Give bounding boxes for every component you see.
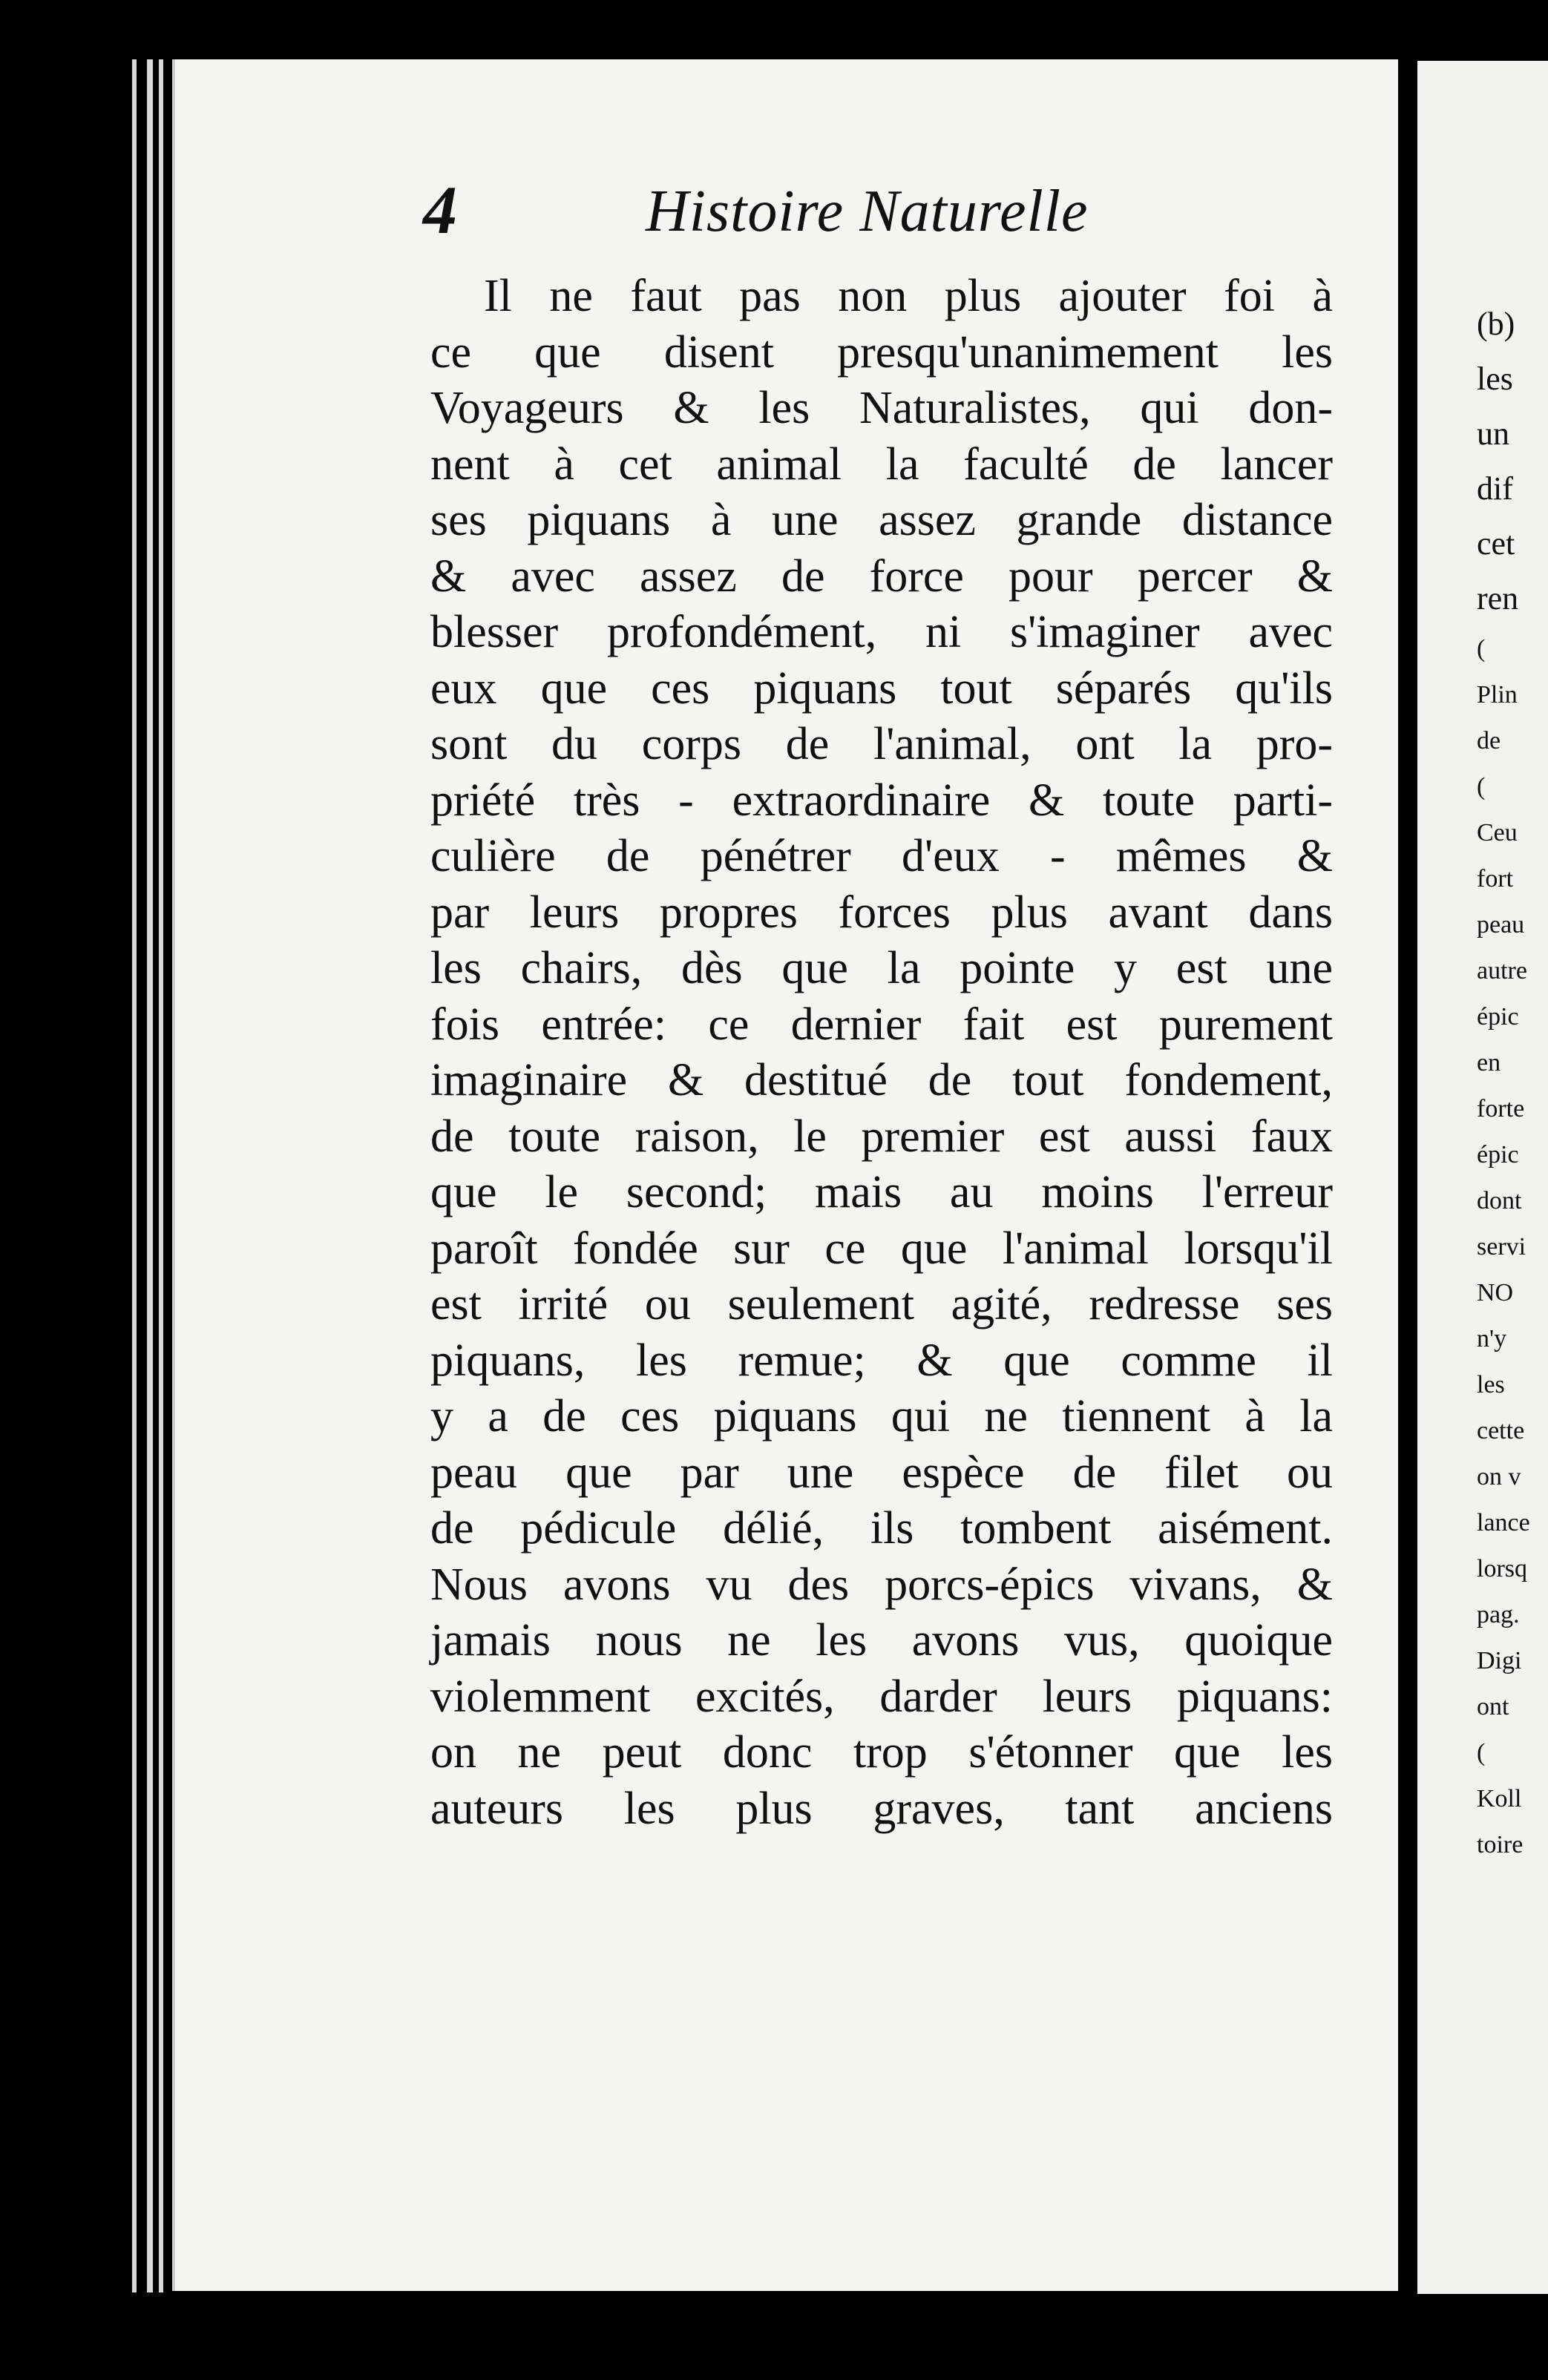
fragment: ren [1477,580,1519,617]
fragment: peau [1477,911,1525,938]
text-line: ses piquans à une assez grande distance [430,495,1333,545]
fragment: épic [1477,1141,1519,1168]
fragment: cet [1477,525,1515,562]
fragment: ( [1477,773,1486,801]
body-text [430,269,1333,1837]
text-line: de pédicule délié, ils tombent aisément. [430,1503,1333,1554]
fragment: dif [1477,470,1513,507]
fragment: Ceu [1477,819,1518,847]
text-line: sont du corps de l'animal, ont la pro- [430,719,1333,769]
fragment: (b) [1477,306,1515,342]
fragment: épic [1477,1003,1519,1030]
fragment: cette [1477,1417,1525,1444]
fragment: les [1477,361,1513,397]
fragment: n'y [1477,1325,1507,1352]
fragment: autre [1477,957,1527,984]
facing-page-fragments [1477,297,1548,1868]
text-line: blesser profondément, ni s'imaginer avec [430,607,1333,657]
fragment: NO [1477,1279,1514,1306]
text-line: & avec assez de force pour percer & [430,550,1333,602]
page-header [260,171,1343,260]
fragment: forte [1477,1095,1525,1122]
text-line: les chairs, dès que la pointe y est une [430,943,1333,993]
fragment: lance [1477,1509,1530,1536]
fragment: en [1477,1049,1501,1076]
text-line: culière de pénétrer d'eux - mêmes & [430,831,1333,881]
text-line: eux que ces piquans tout séparés qu'ils [430,663,1333,714]
spine-edge [159,59,163,2292]
fragment: Koll [1477,1785,1522,1812]
text-line: paroît fondée sur ce que l'animal lorsqu'il [430,1223,1333,1274]
text-line: peau que par une espèce de filet ou [430,1447,1333,1498]
text-line: y a de ces piquans qui ne tiennent à la [430,1391,1333,1442]
text-line: auteurs les plus graves, tant anciens [430,1783,1333,1834]
text-line: Nous avons vu des porcs-épics vivans, & [430,1559,1333,1610]
fragment: pag. [1477,1601,1520,1628]
text-line: nent à cet animal la faculté de lancer [430,438,1333,490]
running-title: Histoire Naturelle [646,179,1089,244]
fragment: dont [1477,1187,1522,1214]
fragment: on v [1477,1463,1521,1490]
text-line: violemment excités, darder leurs piquans: [430,1671,1333,1722]
fragment: ( [1477,1739,1486,1766]
fragment: Plin [1477,681,1518,709]
text-line: imaginaire & destitué de tout fondement, [430,1055,1333,1105]
fragment: fort [1477,865,1514,892]
text-line: piquans, les remue; & que comme il [430,1335,1333,1386]
text-line: de toute raison, le premier est aussi faux [430,1111,1333,1162]
page-number: 4 [423,172,457,248]
fragment: les [1477,1371,1505,1398]
text-line: priété très - extraordinaire & toute parti- [430,775,1333,826]
fragment: servi [1477,1233,1526,1260]
spine-edge [147,59,153,2292]
spine-edge [132,59,137,2292]
text-line: ce que disent presqu'unanimement les [430,326,1333,378]
text-line: par leurs propres forces plus avant dans [430,887,1333,938]
text-line: Il ne faut pas non plus ajouter foi à [484,271,1333,321]
fragment: ( [1477,635,1486,663]
fragment: de [1477,727,1501,755]
fragment: toire [1477,1831,1524,1858]
text-line: fois entrée: ce dernier fait est purement [430,999,1333,1050]
text-line: Voyageurs & les Naturalistes, qui don- [430,383,1333,433]
fragment: ont [1477,1693,1509,1720]
fragment: un [1477,415,1509,452]
text-line: est irrité ou seulement agité, redresse ses [430,1279,1333,1329]
text-line: que le second; mais au moins l'erreur [430,1167,1333,1217]
fragment: lorsq [1477,1555,1527,1582]
text-line: on ne peut donc trop s'étonner que les [430,1727,1333,1778]
fragment: Digi [1477,1647,1522,1674]
text-line: jamais nous ne les avons vus, quoique [430,1615,1333,1666]
